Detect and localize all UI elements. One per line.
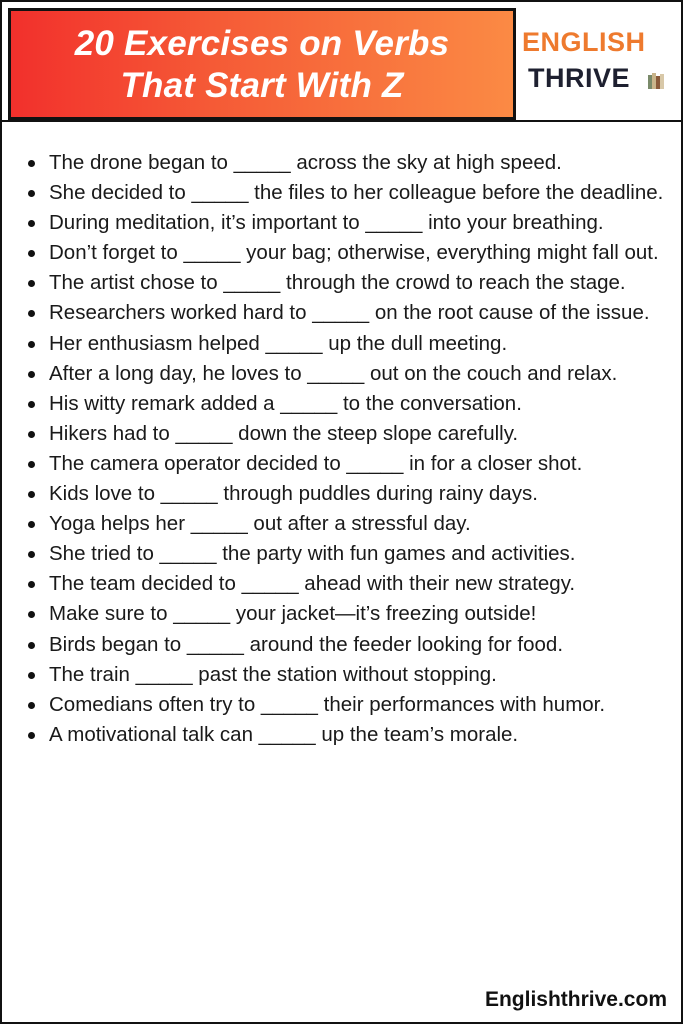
exercise-text: The camera operator decided to _____ in for a closer shot. — [49, 451, 583, 475]
page-title — [11, 23, 513, 107]
bullet-icon — [28, 702, 35, 709]
exercise-text: Her enthusiasm helped _____ up the dull meeting. — [49, 331, 508, 355]
bullet-icon — [28, 732, 35, 739]
exercise-list — [24, 148, 664, 750]
bullet-icon — [28, 310, 35, 317]
books-icon — [647, 70, 665, 90]
exercise-item — [24, 419, 664, 449]
exercise-text: After a long day, he loves to _____ out on the couch and relax. — [49, 361, 618, 385]
exercise-item — [24, 449, 664, 479]
exercise-text: Comedians often try to _____ their performances with humor. — [49, 692, 606, 716]
exercise-item — [24, 148, 664, 178]
exercise-item — [24, 720, 664, 750]
title-banner — [8, 8, 516, 120]
bullet-icon — [28, 672, 35, 679]
bullet-icon — [28, 491, 35, 498]
exercise-text: Hikers had to _____ down the steep slope carefully. — [49, 421, 519, 445]
bullet-icon — [28, 461, 35, 468]
exercise-item — [24, 630, 664, 660]
exercise-item — [24, 690, 664, 720]
exercise-item — [24, 479, 664, 509]
exercise-item — [24, 389, 664, 419]
title-line-2: That Start With Z — [120, 66, 404, 105]
exercise-item — [24, 178, 664, 208]
bullet-icon — [28, 401, 35, 408]
bullet-icon — [28, 581, 35, 588]
exercise-item — [24, 599, 664, 629]
exercise-text: The drone began to _____ across the sky at high speed. — [49, 151, 562, 174]
bullet-icon — [28, 341, 35, 348]
exercise-text: A motivational talk can _____ up the team’s morale. — [49, 722, 519, 746]
bullet-icon — [28, 160, 35, 167]
bullet-icon — [28, 371, 35, 378]
exercise-text: She tried to _____ the party with fun games and activities. — [49, 542, 576, 566]
bullet-icon — [28, 190, 35, 197]
title-line-1: 20 Exercises on Verbs — [74, 24, 450, 63]
exercise-text: The team decided to _____ ahead with their new strategy. — [49, 572, 576, 596]
bullet-icon — [28, 521, 35, 528]
exercise-item — [24, 359, 664, 389]
bullet-icon — [28, 431, 35, 438]
exercise-item — [24, 268, 664, 298]
exercise-text: Birds began to _____ around the feeder looking for food. — [49, 632, 564, 656]
bullet-icon — [28, 250, 35, 257]
exercise-item — [24, 298, 664, 328]
exercise-text: Researchers worked hard to _____ on the root cause of the issue. — [49, 301, 650, 325]
exercise-text: Don’t forget to _____ your bag; otherwise, everything might fall out. — [49, 241, 659, 265]
header-divider — [2, 120, 681, 122]
exercise-text: The artist chose to _____ through the crowd to reach the stage. — [49, 271, 626, 295]
exercise-item — [24, 569, 664, 599]
exercise-item — [24, 539, 664, 569]
logo-line-1: ENGLISH — [522, 27, 646, 57]
exercise-text: His witty remark added a _____ to the conversation. — [49, 391, 522, 415]
english-thrive-logo — [522, 26, 672, 106]
exercise-item — [24, 208, 664, 238]
website-footer: Englishthrive.com — [484, 988, 667, 1011]
exercise-text: Yoga helps her _____ out after a stressful day. — [49, 512, 471, 536]
bullet-icon — [28, 220, 35, 227]
logo-line-2: THRIVE — [528, 63, 631, 93]
exercise-item — [24, 660, 664, 690]
exercise-text: She decided to _____ the files to her colleague before the deadline. — [49, 181, 664, 205]
exercise-text: Make sure to _____ your jacket—it’s freezing outside! — [49, 602, 537, 626]
exercise-item — [24, 238, 664, 268]
bullet-icon — [28, 280, 35, 287]
bullet-icon — [28, 642, 35, 649]
exercise-item — [24, 329, 664, 359]
bullet-icon — [28, 551, 35, 558]
exercise-text: During meditation, it’s important to _____ into your breathing. — [49, 211, 604, 235]
exercise-text: Kids love to _____ through puddles during rainy days. — [49, 482, 538, 506]
bullet-icon — [28, 611, 35, 618]
exercise-text: The train _____ past the station without stopping. — [49, 662, 497, 686]
exercise-item — [24, 509, 664, 539]
